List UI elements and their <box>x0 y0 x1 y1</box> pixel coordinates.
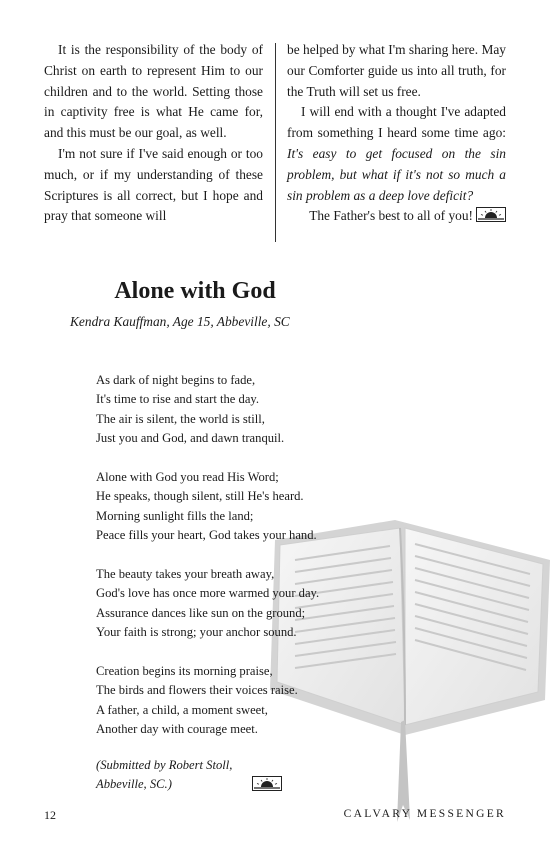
poem-line: A father, a child, a moment sweet, <box>96 702 268 717</box>
poem-stanza <box>96 468 396 546</box>
article-left-column <box>44 40 263 227</box>
sunrise-endmark-icon <box>252 776 282 791</box>
article-paragraph-continued: be helped by what I'm sharing here. May our Comforter guide us into all truth, for the Truth will set us free. <box>287 42 506 99</box>
poem-line: The beauty takes your breath away, <box>96 567 275 582</box>
article-right-column <box>287 40 506 227</box>
poem-body <box>96 371 396 759</box>
poem-line: As dark of night begins to fade, <box>96 373 256 387</box>
poem-line: Creation begins its morning praise, <box>96 664 273 679</box>
poem-line: Another day with courage meet. <box>96 722 258 737</box>
column-divider <box>275 43 276 242</box>
article-paragraph: I'm not sure if I've said enough or too much, or if my understanding of these Scriptures is all correct, but I hope and pray that someone will <box>44 145 263 224</box>
poem-line: God's love has once more warmed your day. <box>96 586 320 601</box>
article-paragraph: It is the responsibility of the body of Christ on earth to represent Him to our children and to the world. Setting those in captivity free is what He came for, and this must be our goal, as well. <box>44 42 263 141</box>
submitted-line: (Submitted by Robert Stoll, <box>96 758 233 772</box>
submitted-line: Abbeville, SC.) <box>96 777 172 792</box>
closing-text: The Father's best to all of you! <box>309 208 473 224</box>
poem-line: Your faith is strong; your anchor sound. <box>96 625 297 640</box>
poem-byline: Kendra Kauffman, Age 15, Abbeville, SC <box>70 314 290 329</box>
article-italic-quote: It's easy to get focused on the sin problem, but what if it's not so much a sin problem as a deep love deficit? <box>287 145 506 203</box>
poem-stanza <box>96 565 396 643</box>
poem-title: Alone with God <box>114 278 276 304</box>
poem-line: He speaks, though silent, still He's heard. <box>96 489 304 504</box>
page-number: 12 <box>44 808 56 822</box>
poem-line: Peace fills your heart, God takes your hand. <box>96 528 317 543</box>
submitted-credit <box>96 756 232 795</box>
poem-line: Assurance dances like sun on the ground; <box>96 605 306 620</box>
sunrise-endmark-icon <box>476 207 506 222</box>
publication-name: CALVARY MESSENGER <box>343 808 506 820</box>
poem-line: The birds and flowers their voices raise. <box>96 683 298 698</box>
article-paragraph <box>287 102 506 206</box>
poem-stanza <box>96 371 396 449</box>
poem-line: Alone with God you read His Word; <box>96 470 279 485</box>
article-closing <box>287 206 506 227</box>
poem-line: Just you and God, and dawn tranquil. <box>96 431 285 446</box>
poem-line: Morning sunlight fills the land; <box>96 508 254 523</box>
poem-line: The air is silent, the world is still, <box>96 411 265 426</box>
poem-stanza <box>96 662 396 740</box>
article-text: I will end with a thought I've adapted from something I heard some time ago: <box>287 104 506 141</box>
poem-line: It's time to rise and start the day. <box>96 392 260 407</box>
